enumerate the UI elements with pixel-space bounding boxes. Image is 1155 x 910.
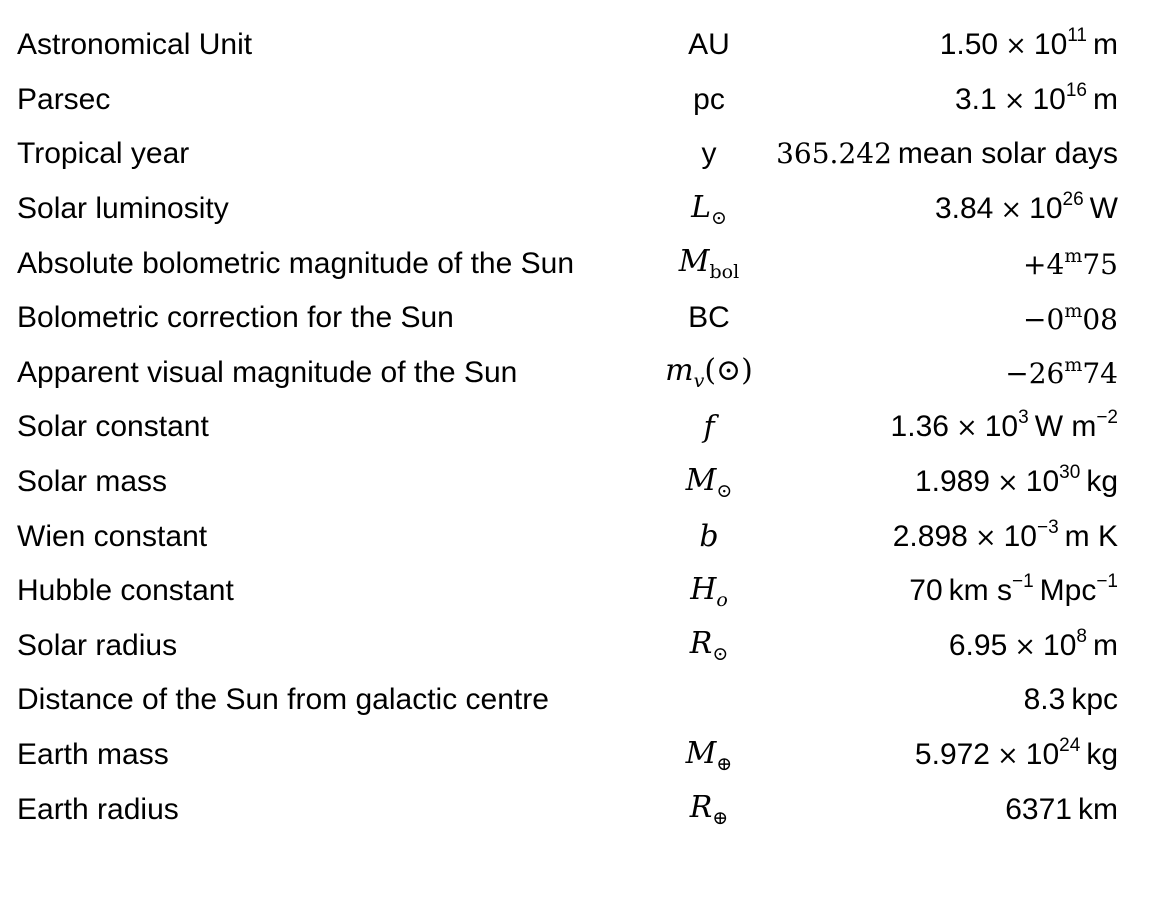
constant-row xyxy=(0,182,1155,237)
power-base: 10 xyxy=(1025,465,1060,499)
symbol-main: pc xyxy=(693,82,725,116)
times-sign: × xyxy=(955,413,978,444)
value-number: 8.3 xyxy=(1023,683,1066,717)
constant-name: Solar luminosity xyxy=(17,192,229,226)
constant-row xyxy=(0,782,1155,837)
constant-symbol xyxy=(645,127,773,182)
power-base: 10 xyxy=(1032,82,1066,116)
power-exponent: 16 xyxy=(1065,79,1087,101)
constant-value xyxy=(773,127,1155,182)
constant-name: Solar mass xyxy=(17,465,168,499)
power-exponent: 3 xyxy=(1018,407,1029,429)
constant-row xyxy=(0,291,1155,346)
constant-row xyxy=(0,728,1155,783)
power-base: 10 xyxy=(1029,192,1063,226)
constant-name: Solar constant xyxy=(17,410,209,444)
constant-value xyxy=(773,619,1155,674)
symbol-main: b xyxy=(699,519,719,555)
symbol-main: R xyxy=(689,626,713,662)
value-unit: kg xyxy=(1086,465,1118,499)
power-base: 10 xyxy=(984,410,1019,444)
constant-value xyxy=(773,236,1155,291)
value-mantissa: 1.36 xyxy=(890,410,949,444)
times-sign: × xyxy=(1003,85,1026,116)
magnitude-integer: −0 xyxy=(1023,302,1065,336)
constant-symbol xyxy=(645,400,773,455)
symbol-subscript: ⊕ xyxy=(712,807,729,830)
value-unit: mean solar days xyxy=(897,137,1118,171)
symbol-main: AU xyxy=(688,28,730,62)
symbol-main: y xyxy=(701,137,717,171)
constant-value xyxy=(773,18,1155,73)
constant-value xyxy=(773,673,1155,728)
constant-name: Parsec xyxy=(17,82,111,116)
constant-value xyxy=(773,291,1155,346)
symbol-main: f xyxy=(703,409,715,445)
power-base: 10 xyxy=(1043,628,1077,662)
constant-symbol xyxy=(645,782,773,837)
constant-name: Earth mass xyxy=(17,738,169,772)
power-exponent: 11 xyxy=(1067,25,1087,47)
power-exponent: −3 xyxy=(1036,516,1059,538)
value-unit: W m xyxy=(1034,410,1097,444)
constant-symbol xyxy=(645,73,773,128)
times-sign: × xyxy=(997,468,1019,499)
constant-symbol xyxy=(645,18,773,73)
constant-symbol xyxy=(645,291,773,346)
constant-value xyxy=(773,509,1155,564)
unit-exponent: −2 xyxy=(1096,407,1118,429)
constant-name: Tropical year xyxy=(17,137,190,171)
value-number: 70 xyxy=(909,574,943,608)
constant-symbol xyxy=(645,728,773,783)
symbol-subscript: ⊙ xyxy=(711,206,727,229)
value-unit: kpc xyxy=(1071,683,1118,717)
value-mantissa: 3.84 xyxy=(934,192,994,226)
magnitude-integer: −26 xyxy=(1005,357,1065,391)
times-sign: × xyxy=(1005,31,1027,62)
symbol-subscript: ⊕ xyxy=(716,752,733,775)
magnitude-fraction: 74 xyxy=(1082,357,1118,391)
power-base: 10 xyxy=(1025,738,1060,772)
value-unit: kg xyxy=(1086,738,1118,772)
constant-row xyxy=(0,73,1155,128)
constant-name: Absolute bolometric magnitude of the Sun xyxy=(17,246,575,280)
magnitude-superscript: m xyxy=(1064,299,1083,322)
value-mantissa: 3.1 xyxy=(954,82,997,116)
magnitude-fraction: 08 xyxy=(1082,302,1118,336)
times-sign: × xyxy=(1014,631,1037,662)
symbol-main: M xyxy=(685,462,717,498)
symbol-suffix: (⊙) xyxy=(704,353,753,389)
symbol-main: H xyxy=(690,571,717,607)
value-mantissa: 1.989 xyxy=(914,465,990,499)
value-mantissa: 5.972 xyxy=(914,738,990,772)
constant-row xyxy=(0,18,1155,73)
constant-row xyxy=(0,619,1155,674)
value-number: 365.242 xyxy=(776,137,892,171)
constants-table-body xyxy=(0,18,1155,837)
constant-row xyxy=(0,509,1155,564)
constant-symbol xyxy=(645,509,773,564)
value-unit: m xyxy=(1093,628,1118,662)
constant-row xyxy=(0,127,1155,182)
constant-name: Bolometric correction for the Sun xyxy=(17,301,454,335)
constant-value xyxy=(773,782,1155,837)
constant-row xyxy=(0,346,1155,401)
constant-value xyxy=(773,73,1155,128)
value-unit: W xyxy=(1089,192,1118,226)
constant-name: Hubble constant xyxy=(17,574,234,608)
value-unit: m K xyxy=(1064,519,1118,553)
constant-value xyxy=(773,346,1155,401)
symbol-subscript: ⊙ xyxy=(716,479,733,502)
constant-symbol xyxy=(645,236,773,291)
constant-name: Apparent visual magnitude of the Sun xyxy=(17,355,518,389)
constant-row xyxy=(0,564,1155,619)
power-base: 10 xyxy=(1033,28,1068,62)
symbol-main: L xyxy=(691,189,711,225)
constant-value xyxy=(773,400,1155,455)
constant-row xyxy=(0,400,1155,455)
constant-name: Astronomical Unit xyxy=(17,28,253,62)
times-sign: × xyxy=(1000,195,1023,226)
value-mantissa: 6.95 xyxy=(948,628,1008,662)
value-unit: km s xyxy=(948,574,1012,608)
magnitude-superscript: m xyxy=(1064,245,1083,268)
value-number: 6371 xyxy=(1005,792,1072,826)
value-unit: m xyxy=(1093,28,1118,62)
constant-symbol xyxy=(645,346,773,401)
magnitude-integer: +4 xyxy=(1023,248,1065,282)
constant-row xyxy=(0,236,1155,291)
symbol-main: R xyxy=(689,790,713,826)
constant-symbol xyxy=(645,455,773,510)
symbol-subscript: ⊙ xyxy=(712,643,729,666)
times-sign: × xyxy=(974,522,997,553)
value-mantissa: 1.50 xyxy=(939,28,999,62)
symbol-subscript: bol xyxy=(709,261,740,284)
constant-symbol xyxy=(645,673,773,728)
constant-row xyxy=(0,673,1155,728)
constant-name: Distance of the Sun from galactic centre xyxy=(17,683,549,717)
symbol-main: M xyxy=(685,735,717,771)
power-exponent: 24 xyxy=(1059,735,1081,757)
unit-exponent: −1 xyxy=(1096,571,1118,593)
constant-symbol xyxy=(645,564,773,619)
constant-value xyxy=(773,455,1155,510)
constant-name: Earth radius xyxy=(17,792,179,826)
symbol-main: m xyxy=(665,353,694,389)
magnitude-fraction: 75 xyxy=(1082,248,1118,282)
constant-name: Solar radius xyxy=(17,628,178,662)
symbol-main: M xyxy=(678,244,710,280)
constant-symbol xyxy=(645,619,773,674)
magnitude-superscript: m xyxy=(1064,354,1083,377)
constant-row xyxy=(0,455,1155,510)
times-sign: × xyxy=(997,741,1019,772)
constant-symbol xyxy=(645,182,773,237)
constant-value xyxy=(773,564,1155,619)
value-unit: m xyxy=(1093,82,1118,116)
symbol-main: BC xyxy=(688,301,730,335)
power-exponent: 26 xyxy=(1062,189,1084,211)
value-unit: km xyxy=(1078,792,1118,826)
power-base: 10 xyxy=(1003,519,1037,553)
power-exponent: 30 xyxy=(1059,462,1081,484)
constants-table xyxy=(0,18,1155,837)
constant-value xyxy=(773,182,1155,237)
value-unit: Mpc xyxy=(1039,574,1097,608)
unit-exponent: −1 xyxy=(1011,571,1034,593)
symbol-subscript: o xyxy=(716,588,728,611)
constant-value xyxy=(773,728,1155,783)
value-mantissa: 2.898 xyxy=(892,519,968,553)
symbol-subscript: v xyxy=(693,370,705,393)
power-exponent: 8 xyxy=(1076,625,1087,647)
constant-name: Wien constant xyxy=(17,519,208,553)
